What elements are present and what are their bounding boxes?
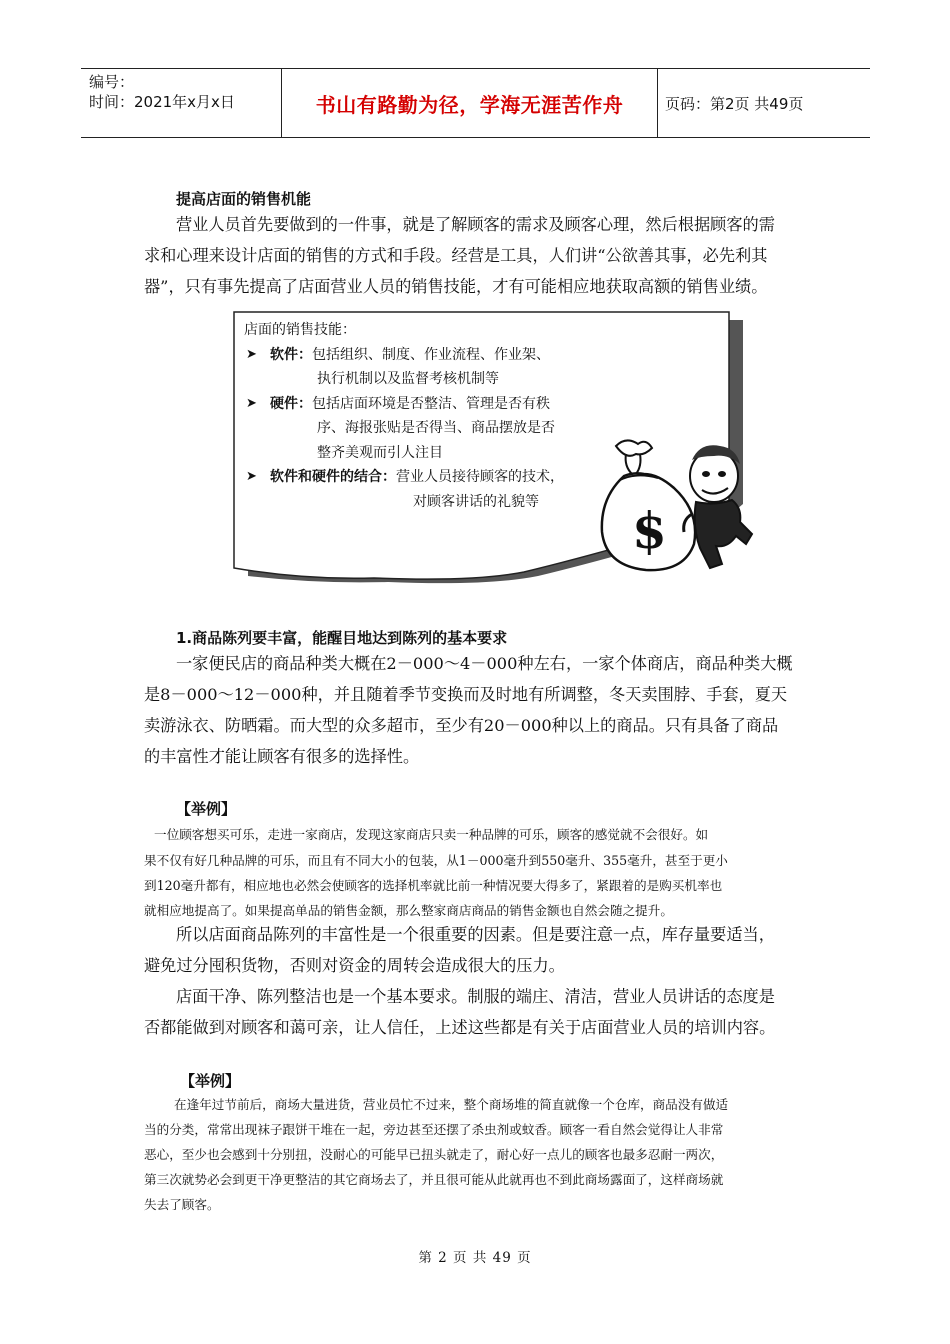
- paragraph-line: 器”，只有事先提高了店面营业人员的销售技能，才有可能相应地获取高额的销售业绩。: [144, 277, 768, 296]
- sales-skills-callout: [244, 318, 604, 514]
- paragraph-line: 一家便民店的商品种类大概在2－000～4－000种左右，一家个体商店，商品种类大概: [176, 654, 793, 673]
- arrow-bullet-icon: ➤: [246, 346, 257, 362]
- callout-item-continuation: 执行机制以及监督考核机制等: [317, 371, 499, 387]
- svg-text:$: $: [632, 501, 667, 560]
- arrow-bullet-icon: ➤: [246, 395, 257, 411]
- paragraph-line: 所以店面商品陈列的丰富性是一个很重要的因素。但是要注意一点，库存量要适当，: [176, 925, 775, 944]
- example-label: 【举例】: [180, 1072, 241, 1090]
- callout-item-label: 软件和硬件的结合：: [270, 469, 396, 485]
- section-title: 1.商品陈列要丰富，能醒目地达到陈列的基本要求: [176, 629, 508, 647]
- paragraph-line: 求和心理来设计店面的销售的方式和手段。经营是工具，人们讲“公欲善其事，必先利其: [144, 246, 768, 265]
- paragraph-line: 避免过分囤积货物，否则对资金的周转会造成很大的压力。: [144, 956, 565, 975]
- example-line: 就相应地提高了。如果提高单品的销售金额，那么整家商店商品的销售金额也自然会随之提升。: [144, 903, 673, 918]
- callout-item-continuation: 整齐美观而引人注目: [317, 444, 443, 461]
- paragraph-line: 店面干净、陈列整洁也是一个基本要求。制服的端庄、清洁，营业人员讲话的态度是: [176, 987, 775, 1006]
- page-footer: 第 2 页 共 49 页: [418, 1250, 532, 1266]
- callout-item-text: 包括组织、制度、作业流程、作业架、: [312, 346, 550, 363]
- example-line: 恶心，至少也会感到十分别扭，没耐心的可能早已扭头就走了，耐心好一点儿的顾客也最多忍耐一两次，: [144, 1147, 724, 1162]
- callout-item-continuation: 对顾客讲话的礼貌等: [413, 493, 539, 510]
- paragraph-line: 卖游泳衣、防晒霜。而大型的众多超市，至少有20－000种以上的商品。只有具备了商品: [144, 716, 779, 735]
- header-page-label: 页码：第2页 共49页: [665, 94, 804, 113]
- example-line: 第三次就势必会到更干净更整洁的其它商场去了，并且很可能从此就再也不到此商场露面了，这样商场就: [144, 1172, 724, 1187]
- paragraph-line: 营业人员首先要做到的一件事，就是了解顾客的需求及顾客心理，然后根据顾客的需: [176, 215, 775, 234]
- callout-title: 店面的销售技能：: [244, 322, 356, 338]
- example-line: 在逢年过节前后，商场大量进货，营业员忙不过来，整个商场堆的简直就像一个仓库，商品没有做适: [174, 1097, 729, 1112]
- example-line: 一位顾客想买可乐，走进一家商店，发现这家商店只卖一种品牌的可乐，顾客的感觉就不会很好。如: [154, 827, 709, 842]
- header-meta: [81, 69, 280, 137]
- example-line: 当的分类，常常出现袜子跟饼干堆在一起，旁边甚至还摆了杀虫剂或蚊香。顾客一看自然会觉得让人非常: [144, 1122, 724, 1137]
- paragraph-line: 的丰富性才能让顾客有很多的选择性。: [144, 747, 420, 766]
- header-motto: 书山有路勤为径，学海无涯苦作舟: [281, 69, 658, 137]
- example-line: 到120毫升都有，相应地也必然会使顾客的选择机率就比前一种情况要大得多了，紧跟着的是购买机率也: [144, 878, 723, 893]
- example-label: 【举例】: [176, 800, 237, 818]
- callout-item-hardware: [244, 392, 604, 417]
- paragraph-line: 否都能做到对顾客和蔼可亲，让人信任，上述这些都是有关于店面营业人员的培训内容。: [144, 1018, 776, 1037]
- time-label: 时间：2021年x月x日: [89, 93, 235, 111]
- example-line: 果不仅有好几种品牌的可乐，而且有不同大小的包装，从1－000毫升到550毫升、355毫升，甚至于更小: [144, 853, 728, 868]
- example-line: 失去了顾客。: [144, 1197, 220, 1212]
- code-label: 编号：: [89, 73, 135, 91]
- section-title: 提高店面的销售机能: [176, 190, 312, 208]
- page-header: [81, 68, 870, 138]
- money-bag-character-icon: [596, 436, 756, 576]
- callout-item-text: 营业人员接待顾客的技术，: [396, 469, 564, 485]
- callout-item-combination: [244, 465, 604, 490]
- callout-item-software: [244, 343, 604, 368]
- callout-item-text: 包括店面环境是否整洁、管理是否有秩: [312, 395, 550, 412]
- callout-item-label: 软件：: [270, 346, 312, 363]
- arrow-bullet-icon: ➤: [246, 469, 257, 484]
- callout-item-label: 硬件：: [270, 395, 312, 412]
- callout-item-continuation: 序、海报张贴是否得当、商品摆放是否: [317, 420, 555, 436]
- paragraph-line: 是8－000～12－000种，并且随着季节变换而及时地有所调整，冬天卖围脖、手套，夏天: [144, 685, 788, 704]
